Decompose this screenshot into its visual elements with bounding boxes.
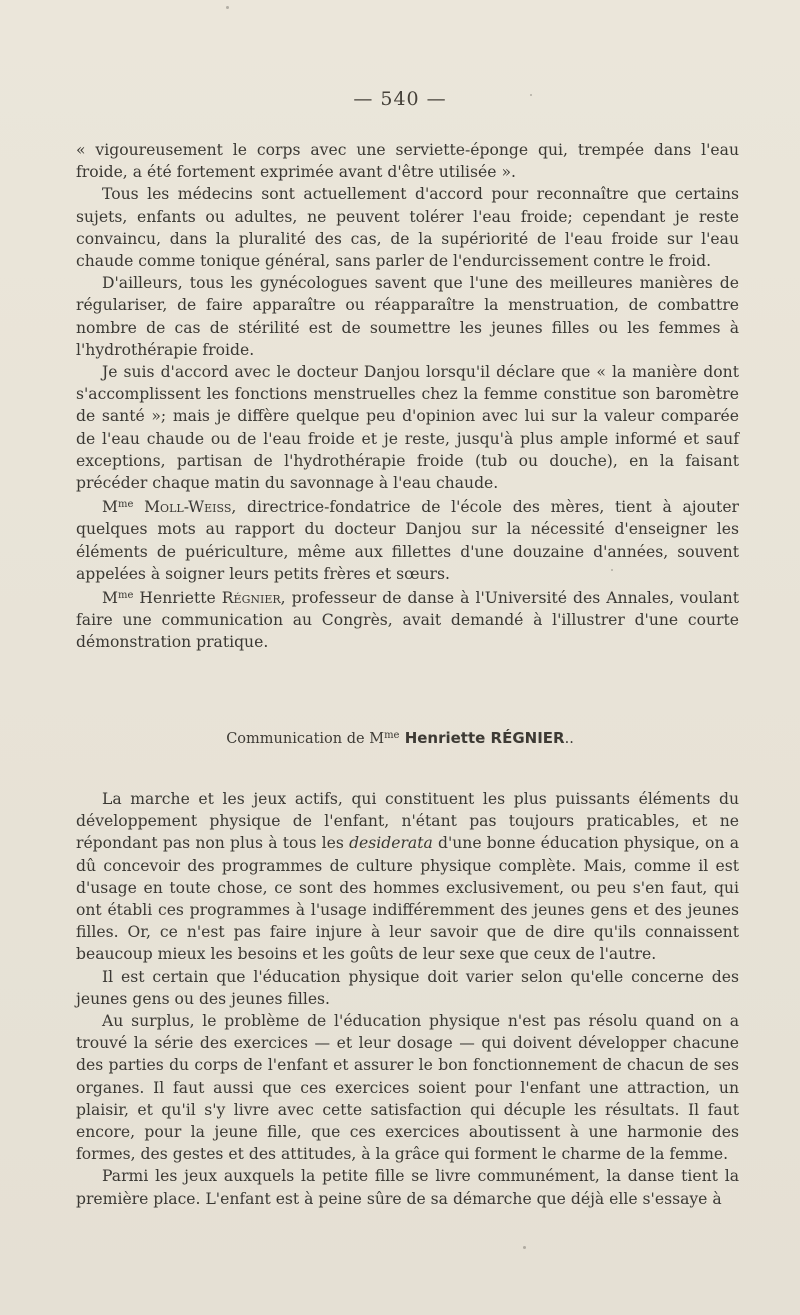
paragraph-text: La marche et les jeux actifs, qui constituent les plus puissants éléments du développement physique de l'enfant, n'étant pas toujours praticables, et ne répondant pas non plus à tous les xyxy=(76,790,739,853)
top-text-block xyxy=(76,139,739,654)
first-name: Henriette xyxy=(133,589,222,608)
title-abbrev: M xyxy=(102,589,118,608)
paragraph xyxy=(76,788,739,966)
heading-superscript: me xyxy=(384,730,400,741)
scan-speck xyxy=(226,6,229,9)
paragraph: « vigoureusement le corps avec une serviette-éponge qui, trempée dans l'eau froide, a été fortement exprimée avant d'être utilisée ». xyxy=(76,141,739,182)
title-abbrev: M xyxy=(102,498,118,517)
paragraph: Au surplus, le problème de l'éducation physique n'est pas résolu quand on a trouvé la série des exercices — et leur dosage — qui doivent développer chacune des parties du corps de l'enfant et assurer le bon fonctionnement de chacun de ses organes. Il faut aussi que ces exercices soient pour l'enfant une attraction, un plaisir, et qu'il s'y livre avec cette satisfaction qui décuple les résultats. Il faut encore, pour la jeune fille, que ces exercices aboutissent à une harmonie des formes, des gestes et des attitudes, à la grâce qui forment le charme de la femme. xyxy=(76,1012,739,1164)
paragraph-text: d'une bonne éducation physique, on a dû concevoir des programmes de culture physique complète. Mais, comme il est d'usage en toute chose, ce sont des hommes exclusivement, ou peu s'en faut, qui ont établi ces programmes à l'usage indifféremment des jeunes gens et des jeunes filles. Or, ce n'est pas faire injure à leur savoir que de dire qu'ils connaissent beaucoup mieux les besoins et les goûts de leur sexe que ceux de l'autre. xyxy=(76,834,739,964)
paragraph xyxy=(76,585,739,654)
paragraph: Je suis d'accord avec le docteur Danjou lorsqu'il déclare que « la manière dont s'accomplissent les fonctions menstruelles chez la femme constitue son baromètre de santé »; mais je diffère quelque peu d'opinion avec lui sur la valeur comparée de l'eau chaude ou de l'eau froide et je reste, jusqu'à plus ample informé et sauf exceptions, partisan de l'hydrothérapie froide (tub ou douche), en la faisant précéder chaque matin du savonnage à l'eau chaude. xyxy=(76,363,739,493)
paragraph-text: , directrice-fondatrice de l'école des mères, tient à ajouter quelques mots au rapport du docteur Danjou sur la nécessité d'enseigner les éléments de puériculture, même aux fillettes d'une douzaine d'années, souvent appelées à soigner leurs petits frères et sœurs. xyxy=(76,498,739,583)
person-name: Moll-Weiss xyxy=(144,498,232,517)
scan-speck xyxy=(611,569,613,571)
paragraph xyxy=(76,494,739,585)
bottom-text-block xyxy=(76,788,739,1210)
scan-speck xyxy=(523,1246,526,1249)
paragraph: Il est certain que l'éducation physique doit varier selon qu'elle concerne des jeunes gens ou des jeunes filles. xyxy=(76,967,739,1008)
heading-name: Henriette RÉGNIER xyxy=(399,729,565,747)
person-name: Régnier xyxy=(221,589,281,608)
paragraph: Tous les médecins sont actuellement d'accord pour reconnaître que certains sujets, enfants ou adultes, ne peuvent tolérer l'eau froide; cependant je reste convaincu, dans la pluralité des cas, de la supériorité de l'eau froide sur l'eau chaude comme tonique général, sans parler de l'endurcissement contre le froid. xyxy=(76,185,739,271)
heading-prefix: Communication de M xyxy=(226,731,385,747)
title-superscript: me xyxy=(117,590,134,602)
section-heading xyxy=(0,729,800,747)
heading-suffix: .. xyxy=(564,731,574,747)
paragraph-text: , professeur de danse à l'Université des Annales, voulant faire une communication au Congrès, avait demandé à l'illustrer d'une courte démonstration pratique. xyxy=(76,589,739,652)
paragraph: D'ailleurs, tous les gynécologues savent que l'une des meilleures manières de régulariser, de faire apparaître ou réapparaître la menstruation, de combattre nombre de cas de stérilité est de soumettre les jeunes filles ou les femmes à l'hydrothérapie froide. xyxy=(76,274,739,359)
emphasis: desiderata xyxy=(349,834,433,853)
title-superscript: me xyxy=(117,499,134,511)
scan-speck xyxy=(530,94,532,96)
paragraph: Parmi les jeux auxquels la petite fille se livre communément, la danse tient la première place. L'enfant est à peine sûre de sa démarche que déjà elle s'essaye à xyxy=(76,1167,739,1208)
page-number: — 540 — xyxy=(353,88,447,110)
